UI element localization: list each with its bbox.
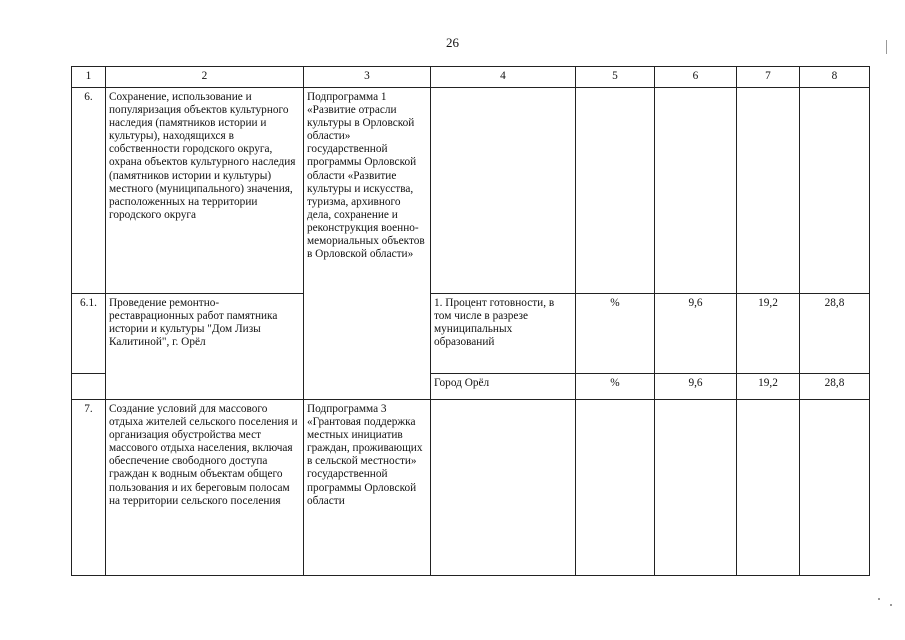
value-cell-7: 19,2 — [737, 294, 800, 374]
unit-cell — [576, 400, 655, 576]
row-number: 7. — [72, 400, 106, 576]
value-cell-8 — [800, 88, 870, 294]
scan-artifact — [886, 40, 887, 54]
scan-artifact — [890, 604, 892, 606]
indicator-cell: 1. Процент готовности, в том числе в разрезе муниципальных образований — [431, 294, 576, 374]
program-cell: Подпрограмма 3 «Грантовая поддержка местных инициатив граждан, проживающих в сельской местности» государственной программы Орловской области — [304, 400, 431, 576]
header-cell: 8 — [800, 67, 870, 88]
header-cell: 1 — [72, 67, 106, 88]
indicator-cell — [431, 400, 576, 576]
unit-cell: % — [576, 294, 655, 374]
table-row — [72, 400, 870, 576]
table-row — [72, 88, 870, 294]
program-cell: Подпрограмма 1 «Развитие отрасли культуры в Орловской области» государственной программы Орловской области «Развитие культуры и искусства, туризма, архивного дела, сохранение и реконструкция военно-мемориальных объектов в Орловской области» — [304, 88, 431, 400]
row-number: 6. — [72, 88, 106, 294]
header-row — [72, 67, 870, 88]
indicator-cell: Город Орёл — [431, 374, 576, 400]
value-cell-6 — [655, 88, 737, 294]
indicator-cell — [431, 88, 576, 294]
value-cell-6 — [655, 400, 737, 576]
value-cell-7: 19,2 — [737, 374, 800, 400]
header-cell: 2 — [106, 67, 304, 88]
value-cell-6: 9,6 — [655, 374, 737, 400]
header-cell: 5 — [576, 67, 655, 88]
row-number-empty — [72, 374, 106, 400]
value-cell-7 — [737, 400, 800, 576]
header-cell: 3 — [304, 67, 431, 88]
row-number: 6.1. — [72, 294, 106, 374]
value-cell-8 — [800, 400, 870, 576]
unit-cell — [576, 88, 655, 294]
page-number: 26 — [446, 35, 459, 50]
unit-cell: % — [576, 374, 655, 400]
value-cell-6: 9,6 — [655, 294, 737, 374]
header-cell: 7 — [737, 67, 800, 88]
header-cell: 4 — [431, 67, 576, 88]
value-cell-8: 28,8 — [800, 374, 870, 400]
activity-name: Проведение ремонтно-реставрационных работ памятника истории и культуры "Дом Лизы Калитиной", г. Орёл — [106, 294, 304, 400]
scan-artifact — [878, 598, 880, 600]
activity-name: Сохранение, использование и популяризация объектов культурного наследия (памятников истории и культуры), находящихся в собственности городского округа, охрана объектов культурного наследия (памятников истории и культуры) местного (муниципального) значения, расположенных на территории городского округа — [106, 88, 304, 294]
program-table — [71, 66, 870, 576]
activity-name: Создание условий для массового отдыха жителей сельского поселения и организация обустройства мест массового отдыха населения, включая обеспечение свободного доступа граждан к водным объектам общего пользования и их береговым полосам на территории сельского поселения — [106, 400, 304, 576]
header-cell: 6 — [655, 67, 737, 88]
value-cell-8: 28,8 — [800, 294, 870, 374]
value-cell-7 — [737, 88, 800, 294]
table-row — [72, 294, 870, 374]
